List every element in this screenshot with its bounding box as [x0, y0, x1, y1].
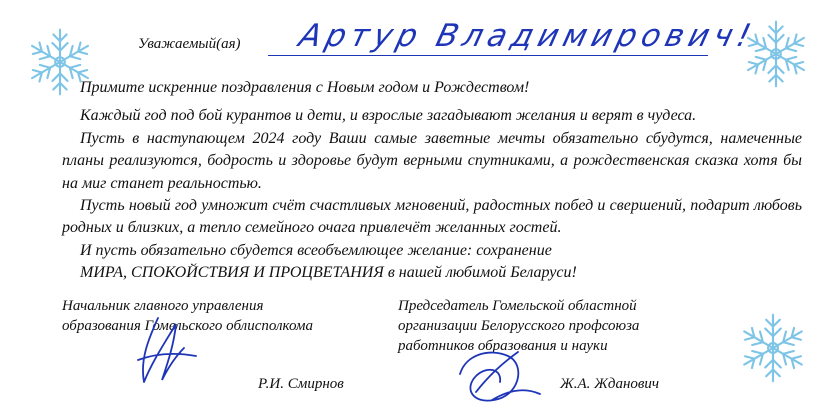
paragraph-peace-line2: МИРА, СПОКОЙСТВИЯ И ПРОЦВЕТАНИЯ в нашей любимой Беларуси!: [80, 264, 577, 282]
paragraph-peace-line1: И пусть обязательно сбудется всеобъемлющее желание: сохранение: [80, 241, 552, 259]
salutation: Уважаемый(ая): [138, 36, 241, 52]
signatory-right-title-line: организации Белорусского профсоюза: [398, 318, 640, 334]
paragraph-congrats: Примите искренние поздравления с Новым годом и Рождеством!: [80, 79, 530, 96]
body-text: [62, 77, 802, 285]
paragraph-new-year: Пусть новый год умножит счёт счастливых мгновений, радостных побед и свершений, подарит любовь родных и близких, а тепло семейного очага привлечёт желанных гостей.: [62, 197, 802, 237]
signatory-left-title-line: образования Гомельского облисполкома: [62, 318, 313, 334]
recipient-name: Артур Владимирович!: [295, 18, 760, 54]
signatory-right-name: Ж.А. Жданович: [560, 376, 660, 392]
signature-left-icon: [118, 310, 208, 390]
paragraph-wishes: Каждый год под бой курантов и дети, и взрослые загадывают желания и верят в чудеса.: [80, 107, 697, 125]
signatory-left-name: Р.И. Смирнов: [258, 376, 344, 392]
paragraph-dreams: Пусть в наступающем 2024 году Ваши самые заветные мечты обязательно сбудутся, намеченные планы реализуются, бодрость и здоровье будут верными спутниками, а рождественская сказка хотя бы на миг станет реальностью.: [62, 129, 802, 192]
signatory-right-title-line: Председатель Гомельской областной: [398, 298, 637, 314]
signature-right-icon: [446, 334, 546, 414]
signatory-right-title-line: работников образования и науки: [398, 338, 608, 354]
signatory-left-title-line: Начальник главного управления: [62, 298, 264, 314]
snowflake-icon: [734, 306, 812, 390]
name-underline: [268, 55, 708, 56]
